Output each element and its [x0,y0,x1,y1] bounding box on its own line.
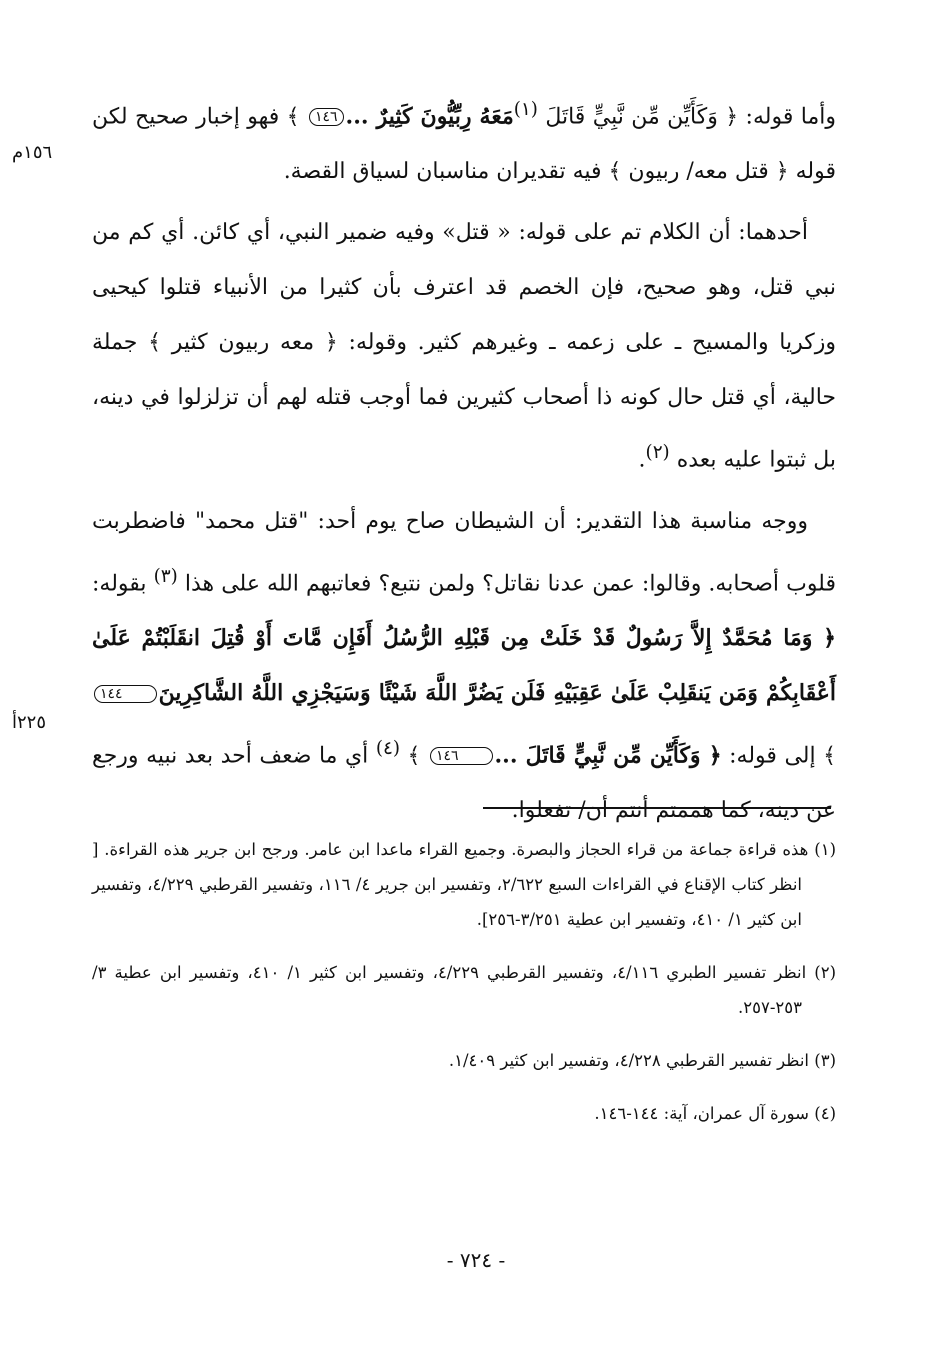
footnote-1: (١) هذه قراءة جماعة من قراء الحجاز والبصرة. وجميع القراء ماعدا ابن عامر. ورجح ابن جرير هذه القراءة. [ انظر كتاب الإقناع في القراءات السبع ٢/٦٢٢، وتفسير ابن جرير ٤/ ١١٦، وتفسير القرطبي ٤/٢٢٩، وتفسير ابن كثير ١/ ٤١٠، وتفسير ابن عطية ٣/٢٥١-٢٥٦]. [92,840,836,929]
footnote-ref-4: (٤) [375,737,400,759]
ayah-number-marker-146: ١٤٦ [430,747,493,765]
margin-reference-bottom: ٢٢٥أ [12,712,47,733]
footnote-separator [483,807,831,809]
quote-close: ﴾ [407,743,428,769]
quran-verse-146: ﴿ وَكَأَيِّن مِّن نَّبِيٍّ قَاتَلَ ... [494,742,722,769]
footnote-ref-1: (١) [513,99,538,120]
ayah-number-marker-144: ١٤٤ [94,685,157,703]
paragraph-3-intro: ووجه مناسبة هذا التقدير: أن الشيطان صاح يوم أحد: "قتل محمد" فاضطربت قلوب أصحابه. وقالوا: عمن عدنا نقاتل؟ ولمن نتبع؟ فعاتبهم الله على هذا [92,508,836,596]
footnote-4: (٤) سورة آل عمران، آية: ١٤٤-١٤٦. [594,1104,836,1123]
footnote-3: (٣) انظر تفسير القرطبي ٤/٢٢٨، وتفسير ابن كثير ١/٤٠٩. [448,1051,836,1070]
paragraph-3-rest: أي ما ضعف أحد بعد نبيه ورجع عن دينه، كما هممتم أنتم أن/ تفعلوا. [92,743,836,824]
paragraph-1-intro: وأما قوله: ﴿ وَكَأَيِّن مِّن نَّبِيٍّ قَاتَلَ [537,104,836,130]
main-text [92,82,836,838]
footnote-2: (٢) انظر تفسير الطبري ٤/١١٦، وتفسير القرطبي ٤/٢٢٩، وتفسير ابن كثير ١/ ٤١٠، وتفسير ابن عطية ٣/ ٢٥٣-٢٥٧. [92,963,837,1017]
paragraph-3-lead: بقوله: [92,570,154,596]
footnotes [92,832,836,1149]
margin-reference-top: ١٥٦م [12,142,53,163]
paragraph-2: أحدهما: أن الكلام تم على قوله: « قتل» وفيه ضمير النبي، أي كائن. أي كم من نبي قتل، وهو صحيح، فإن الخصم قد اعترف بأن كثيرا من الأنبياء قتلوا كيحيى وزكريا والمسيح ـ على زعمه ـ وغيرهم كثير. وقوله: ﴿ معه ربيون كثير ﴾ جملة حالية، أي قتل حال كونه ذا أصحاب كثيرين فما أوجب قتله لهم أن تزلزلوا في دينه، بل ثبتوا عليه بعده $^{(٢)}$. [92,220,836,473]
paragraph-1-rest: ﴾ فهو إخبار صحيح لكن قوله ﴿ قتل معه/ ربيون ﴾ فيه تقديران مناسبان لسياق القصة. [92,104,836,185]
paragraph-1 [92,82,836,199]
quran-quote: مَعَهُ رِبِّيُّونَ كَثِيرٌ ... [345,103,514,130]
page-number: - ٧٢٤ - [446,1248,506,1272]
quran-verse-144: ﴿ وَمَا مُحَمَّدٌ إِلاَّ رَسُولٌ قَدْ خَلَتْ مِن قَبْلِهِ الرُّسُلُ أَفَإِن مَّاتَ أَوْ قُتِلَ انقَلَبْتُمْ عَلَىٰ أَعْقَابِكُمْ وَمَن يَنقَلِبْ عَلَىٰ عَقِبَيْهِ فَلَن يَضُرَّ اللَّهَ شَيْئًا وَسَيَجْزِي اللَّهُ الشَّاكِرِينَ [92,624,836,706]
paragraph-2-text: أحدهما: أن الكلام تم على قوله: « قتل» وفيه ضمير النبي، أي كائن. أي كم من نبي قتل، وهو صحيح، فإن الخصم قد اعترف بأن كثيرا من الأنبياء قتلوا كيحيى وزكريا والمسيح ـ على زعمه ـ وغيرهم كثير. وقوله: ﴿ معه ربيون كثير ﴾ جملة حالية، أي قتل حال كونه ذا أصحاب كثيرين فما أوجب قتله لهم أن تزلزلوا في دينه، بل ثبتوا عليه بعده [92,220,836,473]
paragraph-3 [92,494,836,839]
ayah-number-marker: ١٤٦ [309,108,344,126]
footnote-ref-3: (٣) [153,565,178,587]
paragraph-3-connector: ﴾ إلى قوله: [721,743,837,769]
footnote-ref-2: (٢) [645,442,670,464]
